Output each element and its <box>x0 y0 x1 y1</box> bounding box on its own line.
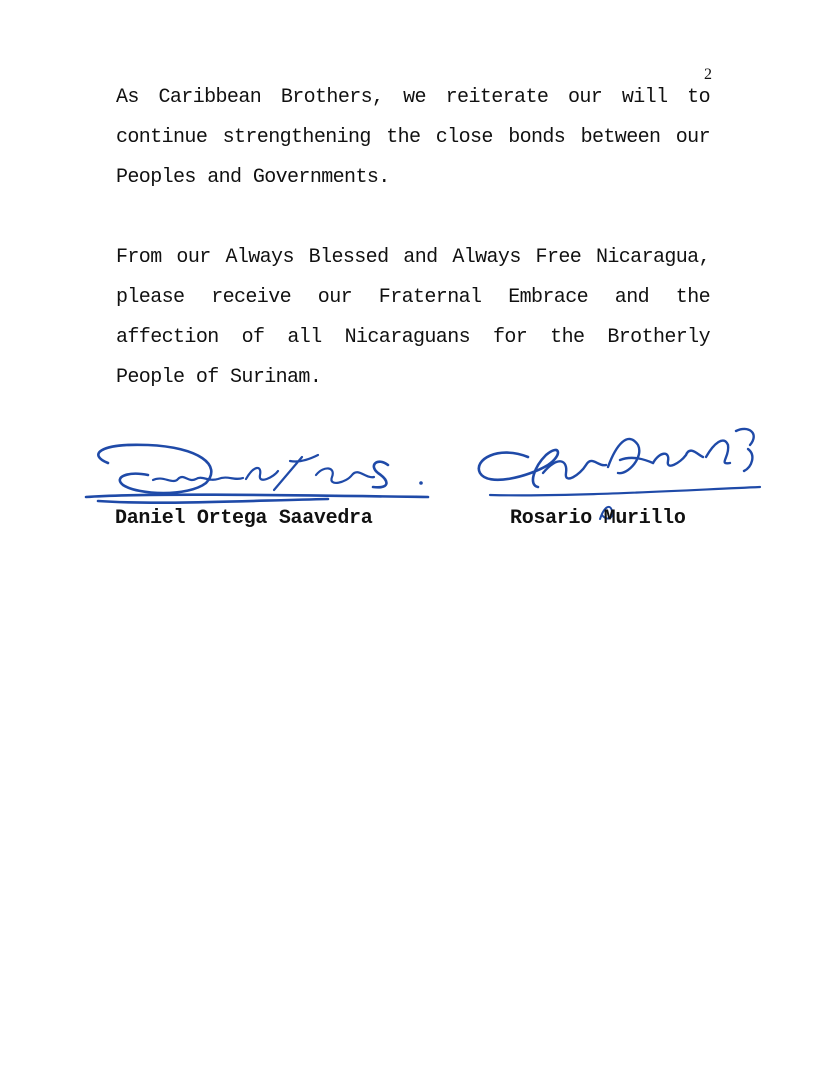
paragraph-closing-bonds: As Caribbean Brothers, we reiterate our will to continue strengthening the close bonds between our Peoples and Governments. <box>116 86 710 189</box>
signer-name-left: Daniel Ortega Saavedra <box>115 507 373 530</box>
paragraph-fraternal-embrace: From our Always Blessed and Always Free Nicaragua, please receive our Fraternal Embrace and the affection of all Nicaraguans for the Brotherly People of Surinam. <box>116 246 710 389</box>
signature-daniel-ortega <box>78 435 438 510</box>
page-number: 2 <box>704 66 712 83</box>
signer-name-right: Rosario Murillo <box>510 507 686 530</box>
letter-body <box>116 78 710 398</box>
